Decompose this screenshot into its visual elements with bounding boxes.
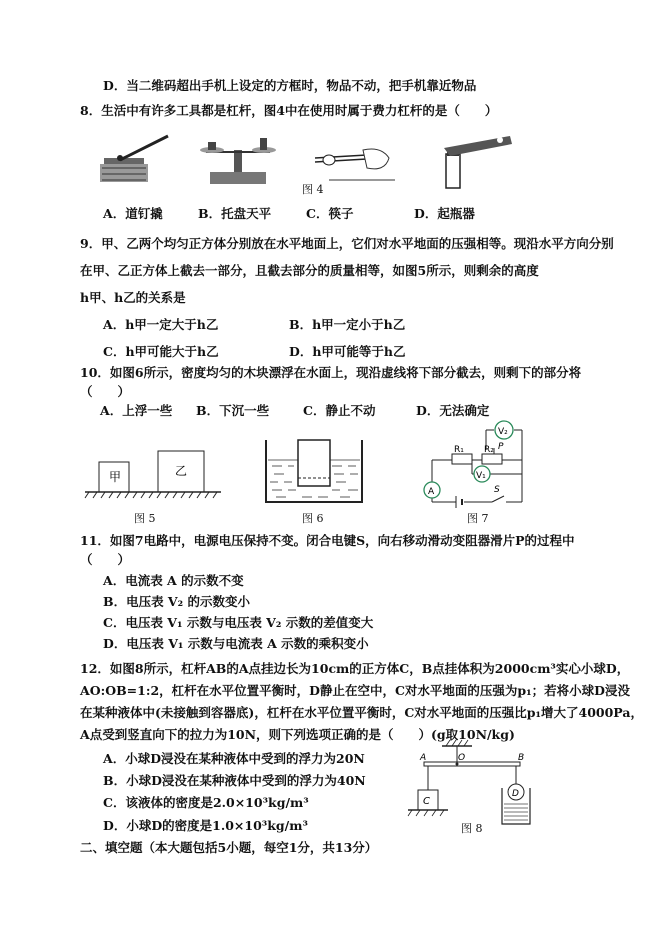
q11-option-a: A．电流表 A 的示数不变 [103,573,244,588]
q9-option-a: A．h甲一定大于h乙 [103,317,219,332]
v1-label: V₁ [476,471,486,481]
q9-option-c: C．h甲可能大于h乙 [103,344,219,359]
q9-option-d: D．h甲可能等于h乙 [289,344,406,359]
q12-option-a: A．小球D浸没在某种液体中受到的浮力为20N [103,751,365,766]
label-jia: 甲 [109,470,122,484]
section-2-heading: 二、填空题（本大题包括5小题，每空1分，共13分） [80,840,378,855]
q10-option-a: A．上浮一些 [100,403,173,418]
q12-option-d: D．小球D的密度是1.0×10³kg/m³ [103,818,308,833]
ammeter-label: A [428,487,435,497]
q8-option-d: D．起瓶器 [414,206,475,221]
fig5-caption: 图 5 [134,512,156,525]
q10-stem-1: 10．如图6所示，密度均匀的木块漂浮在水面上，现沿虚线将下部分截去，则剩下的部分将 [80,365,582,380]
q12-option-b: B．小球D浸没在某种液体中受到的浮力为40N [103,773,366,788]
q9-stem-1: 9．甲、乙两个均匀正方体分别放在水平地面上，它们对水平地面的压强相等。现沿水平方向分别 [80,236,614,251]
prev-option-d: D．当二维码超出手机上设定的方框时，物品不动，把手机靠近物品 [103,78,477,93]
wood-block [298,440,330,486]
s-label: S [494,485,500,495]
point-b-label: B [518,753,525,763]
fig4-caption: 图 4 [302,183,324,196]
fig8-caption: 图 8 [461,822,483,835]
q8-stem: 8．生活中有许多工具都是杠杆，图4中在使用时属于费力杠杆的是（ ） [80,103,498,118]
q9-option-b: B．h甲一定小于h乙 [289,317,406,332]
q8-option-b: B．托盘天平 [198,206,272,221]
point-a-label: A [420,753,427,763]
q11-option-d: D．电压表 V₁ 示数与电流表 A 示数的乘积变小 [103,636,369,651]
q10-stem-2: （ ） [80,384,131,399]
point-o-label: O [458,753,466,763]
q9-stem-3: h甲、h乙的关系是 [80,290,186,305]
crowbar-icon [100,136,168,182]
figure-5 [85,445,225,505]
q12-stem-2: AO:OB=1:2，杠杆在水平位置平衡时，D静止在空中，C对水平地面的压强为p₁；若将小球D浸没 [80,683,630,698]
q12-option-c: C．该液体的密度是2.0×10³kg/m³ [103,795,309,810]
r2-label: R₂ [484,445,494,455]
q11-stem-1: 11．如图7电路中，电源电压保持不变。闭合电键S，向右移动滑动变阻器滑片P的过程中 [80,533,575,548]
q10-option-c: C．静止不动 [303,403,376,418]
q11-stem-2: （ ） [80,552,131,567]
q8-option-c: C．筷子 [306,206,354,221]
q10-option-d: D．无法确定 [416,403,490,418]
q10-option-b: B．下沉一些 [196,403,270,418]
q11-option-b: B．电压表 V₂ 的示数变小 [103,594,250,609]
r1-label: R₁ [454,445,464,455]
ball-d-label: D [512,789,519,799]
chopsticks-icon [315,149,395,180]
q12-stem-4: A点受到竖直向下的拉力为10N，则下列选项正确的是（ ）(g取10N/kg) [80,727,515,742]
fig7-caption: 图 7 [467,512,489,525]
v2-label: V₂ [498,427,508,437]
figure-6 [262,438,367,506]
label-yi: 乙 [175,464,188,478]
p-label: P [498,442,504,452]
q9-stem-2: 在甲、乙正方体上截去一部分，且截去部分的质量相等，如图5所示，则剩余的高度 [80,263,539,278]
balance-icon [200,138,276,184]
cube-c-label: C [423,796,430,807]
fig6-caption: 图 6 [302,512,324,525]
q12-stem-3: 在某种液体中(未接触到容器底)，杠杆在水平位置平衡时，C对水平地面的压强比p₁增大了4000Pa， [80,705,643,720]
q12-stem-1: 12．如图8所示，杠杆AB的A点挂边长为10cm的正方体C，B点挂体积为2000cm³实心小球D， [80,661,630,676]
bottle-opener-icon [444,136,512,188]
q8-option-a: A．道钉撬 [103,206,163,221]
q11-option-c: C．电压表 V₁ 示数与电压表 V₂ 示数的差值变大 [103,615,374,630]
figure-7 [418,422,528,510]
figure-8 [408,740,538,832]
